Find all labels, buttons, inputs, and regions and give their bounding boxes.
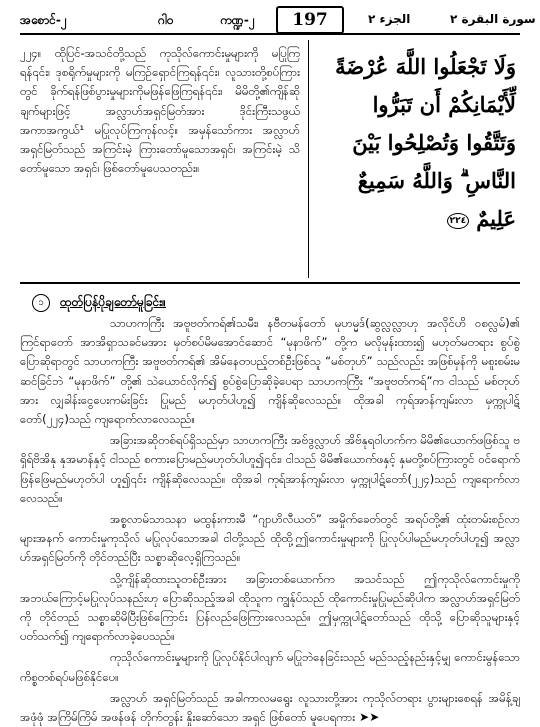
commentary-paragraph-6 <box>20 689 520 727</box>
footnote-number: ၁ <box>32 294 50 312</box>
ayah-number-marker: ٢٢٤ <box>447 213 469 229</box>
commentary-title: ထုတ်ပြန်ပိုချတော်မူခြင်း။ <box>60 295 166 309</box>
commentary-paragraph-3: အစ္စလာမ်သာသနာ မထွန်းကားမီ “ဂျာဟိလီယတ်” အမှိုက်ခေတ်တွင် အရပ်တို့၏ ထုံးတမ်းစဉ်လာများအနက် ကောင်းမှုကုသိုလ် မပြုလုပ်သောအခါ ငါတို့သည် ထိုထို့ဤကောင်းမှုများကို ပြုလုပ်ပါမည်မဟုတ်ပါဟူ၍ အလ္လာဟ်အရှင်မြတ်ကို တိုင်တည်ပြီး သစ္စာဆိုလေ့ရှိကြသည်။ <box>20 512 520 565</box>
commentary-paragraph-6-text: အလ္လာဟ် အရှင်မြတ်သည် အခါကာလမရွေး လူသားတို့အား ကုသိုလ်တရား ပွားများစေရန် အမိန့်ချ အဖုံဖုံ အကြိမ်ကြိမ် အဖန်ဖန် တိုက်တွန်း နှိုးဆော်သော အရှင် ဖြစ်တော် မူပေရကား <box>20 690 520 725</box>
arabic-line-3: وَتَتَّقُوا وَتُصْلِحُوا بَيْنَ <box>352 130 516 155</box>
commentary-paragraph-2: အခြားအဆိုတစ်ရပ်ရှိသည်မှာ သာဟကကြီး အဗ်ဒွလ္လာဟ် အိဗ်နုရဝါဟက်က မိမိ၏ယောက်ဖဖြစ်သူ ဗရှိရ်ဗိအိနု နုအမာန်နှင့် ငါသည် စကားပြောမည်မဟုတ်ပါဟူ၍၎င်း၊ ငါသည် မိမိ၏ယောက်ဖနှင့် နှမတို့စပ်ကြားတွင် ဝင်ရောက်ဖြန်ဖြေမည်မဟုတ်ပါ ဟူ၍၎င်း ကျိန်ဆိုလေသည်။ ထိုအခါ ကုရ်အာန်ကျမ်းလာ မှက္ကုပါဋ်တော်(၂၂၄)သည် ကျရောက်လာလေသည်။ <box>20 433 520 505</box>
commentary-heading <box>20 292 520 314</box>
section-divider <box>20 282 520 284</box>
header-divider <box>20 33 520 35</box>
arabic-line-1: وَلَا تَجْعَلُوا اللَّهَ عُرْضَةً <box>335 54 516 79</box>
section-label: ကဏ္ဍ-၂ <box>220 13 255 27</box>
continue-arrow-icon: ➤➤ <box>359 710 380 725</box>
commentary-paragraph-1: သာဟကကြီး အဗူဗတ်ကရ်၏သမီး၊ နဗီတမန်တော် မုဟမ္မဒ်(ဆွလ္လလ္လာဟု အလိုင်ဟိ ၀စလ္လမ်)၏ ကြင်ရာတော် အာအိရှာသခင်မအား မှတ်စပ်မိမအောင်ဆောင် “မုနာဖိက်” တို့က မလိုမုန်းထား၍ မဟုတ်မတရား စွပ်စွဲပြောဆိုရာတွင် သာဟကကြီး အဗူဗတ်ကရ်၏ အိမ်နေတပည့်တစ်ဦးဖြစ်သူ “မစ်တုဟ်” သည်လည်း အဖြစ်မှန်ကို မစူးစမ်းမဆင်ခြင်ဘဲ “မုနာဖိက်” တို့၏ သဲယောင်လိုက်၍ စွပ်စွဲပြောဆိုခဲ့ပေရာ သာဟကကြီး “အဗူဗတ်ကရ်”က ငါသည် မစ်တုဟ်အား လျှခါန်းငွေပေးကမ်းခြင်း ပြုမည် မဟုတ်ပါဟူ၍ ကျိန်ဆိုလေသည်။ ထိုအခါ ကုရ်အာန်ကျမ်းလာ မှက္ကုပါဋ်တော်(၂၂၄)သည် ကျရောက်လာလေသည်။ <box>20 316 520 427</box>
column-divider <box>308 40 309 278</box>
verse-translation: ၂၂၄။ ထိုပြင်-အသင်တို့သည် ကုသိုလ်ကောင်းမှုများကို မပြုကြရန်၎င်း၊ ဒုစရိုက်မှုများကို မကြဉ်ရှောင်ကြရန်၎င်း၊ လူသားတို့စပ်ကြားတွင် ခိုက်ရန်ဖြစ်ပွားမှုများကိုမဖြန်ဖြေကြရန်၎င်း၊ မိမိတို့၏ကျိန်ဆိုချက်များဖြင့် အလ္လာဟ်အရှင်မြတ်အား ဒိုင်းကြီးသဖွယ် အကာအကွယ်¹ မပြုလုပ်ကြကုန်လင့်။ အမှန်သော်ကား အလ္လာဟ်အရှင်မြတ်သည် အကြင်းမဲ့ ကြားတော်မူသောအရှင်၊ အကြင်းမဲ့ သိတော်မူသော အရှင်၊ ဖြစ်တော်မူပေသတည်း။ <box>20 46 300 176</box>
arabic-line-4: النَّاسِ ۗ وَاللَّهُ سَمِيعٌ <box>357 168 516 193</box>
commentary-paragraph-5: ကုသိုလ်ကောင်းမှုများကို ပြုလုပ်နိုင်ပါလျက် မပြုဘဲနေခြင်းသည် မည်သည့်နည်းနှင့်မျှ ကောင်းမွန်သော ကိစ္စတစ်ရပ်မဖြစ်နိုင်ပေ။ <box>20 650 520 684</box>
arabic-line-5-text: عَلِيمٌ <box>476 206 516 231</box>
verse-section <box>20 40 520 280</box>
commentary-section <box>20 292 520 727</box>
part-label: အစောင်-၂ <box>20 13 67 27</box>
page-header <box>20 4 536 34</box>
arabic-verse <box>316 48 516 248</box>
commentary-paragraph-4: သို့ကျိန်ဆိုထားသူတစ်ဦးအား အခြားတစ်ယောက်က အသင်သည် ဤကုသိုလ်ကောင်းမှုကို အဘယ်ကြောင့်မပြုလုပ်သနည်းဟု ပြောဆိုသည့်အခါ ထိုသူက ကျွန်ုပ်သည် ထိုကောင်းမှုပြုမည်ဆိုပါက အလ္လာဟ်အရှင်မြတ်ကို တိုင်တည် သစ္စာဆိုမိပြီးဖြစ်ကြောင်း ပြန်လည်ဖြေကြားလေသည်။ ဤမှက္ကုပါဋ်တော်သည် ထိုသို့ ပြောဆိုသူများနှင့်ပတ်သက်၍ ကျရောက်လာခဲ့ပေသည်။ <box>20 571 520 644</box>
page-number: 197 <box>276 6 344 34</box>
arabic-line-5 <box>316 200 516 238</box>
surah-title: سورة البقرة ٢ <box>450 12 536 26</box>
juz-label: ဂါ၀ <box>158 13 174 27</box>
arabic-line-2: لِّأَيْمَانِكُمْ أَن تَبَرُّوا <box>372 92 516 117</box>
juz-arabic-label: الجزء ٢ <box>368 12 411 26</box>
